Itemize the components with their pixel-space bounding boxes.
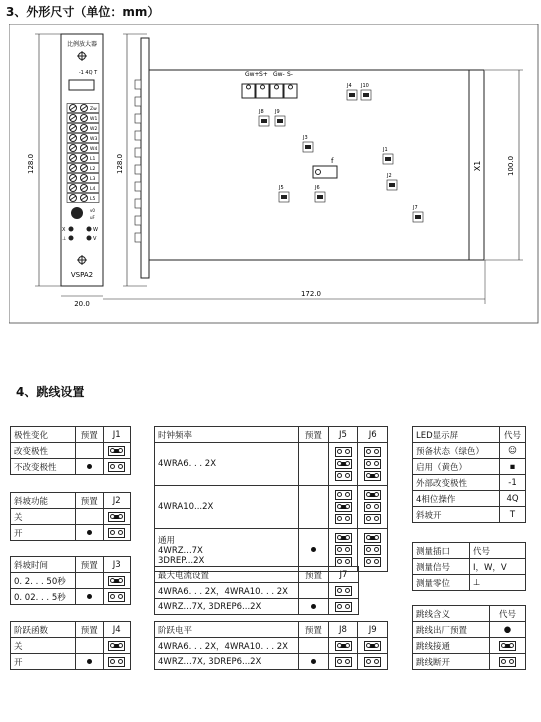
section3-heading: 3、外形尺寸（单位：mm）	[6, 5, 160, 19]
test-socket-icon	[87, 227, 92, 232]
pot-label: L3	[90, 177, 96, 182]
pot-label: Zw	[90, 107, 97, 112]
jumper-closed-icon	[108, 446, 125, 456]
fuse-label: f	[331, 157, 334, 165]
test-socket-label: X	[62, 227, 66, 233]
table-step: 阶跃函数 预置 J4 关 开	[10, 621, 131, 670]
jumper-closed-icon	[108, 512, 125, 522]
board-jumper-label: J9	[275, 109, 280, 115]
pot-label: W2	[90, 127, 98, 132]
jumper-open-icon	[499, 657, 516, 667]
preset-dot-icon	[87, 530, 92, 535]
pot-label: L4	[90, 187, 96, 192]
dim-height-side: 128.0	[116, 153, 124, 175]
board-jumper-label: J10	[361, 83, 369, 89]
table-clock: 时钟频率 预置 J5 J6 4WRA6. . . 2X 4WRA10...2X 通用 4WRZ...7X 3DREP...2X	[154, 426, 388, 572]
preset-dot-icon	[87, 594, 92, 599]
jumper-closed-icon	[108, 641, 125, 651]
pot-label: W4	[90, 147, 98, 152]
panel-foot	[135, 97, 141, 106]
preset-dot-icon	[311, 604, 316, 609]
panel-foot	[135, 233, 141, 242]
panel-foot	[135, 114, 141, 123]
model-label: VSPA2	[70, 271, 94, 279]
panel-foot	[135, 216, 141, 225]
terminal-block	[270, 84, 283, 98]
jumper-closed-icon	[499, 641, 516, 651]
connector-label: X1	[473, 160, 482, 172]
terminal-label: Gw-	[273, 71, 285, 78]
table-step-level: 阶跃电平 预置 J8 J9 4WRA6. . . 2X，4WRA10. . . 2X 4WRZ...7X, 3DREP6...2X	[154, 621, 388, 670]
smiley-icon: ☺	[500, 443, 526, 459]
test-socket-label: ⊥	[62, 236, 67, 242]
terminal-block	[284, 84, 297, 98]
pot-label: W1	[90, 117, 98, 122]
pot-label: L5	[90, 197, 96, 202]
jumper-open-icon	[108, 657, 125, 667]
preset-dot-icon	[87, 464, 92, 469]
board-jumper-label: J7	[413, 205, 418, 211]
dim-height-board: 100.0	[507, 155, 515, 177]
board-jumper-label: J2	[387, 173, 392, 179]
terminal-block	[242, 84, 255, 98]
preset-dot-icon	[311, 659, 316, 664]
panel-foot	[135, 148, 141, 157]
panel-foot	[135, 199, 141, 208]
jumper-open-icon	[108, 592, 125, 602]
section4-heading: 4、跳线设置	[16, 385, 85, 399]
panel-foot	[135, 131, 141, 140]
range-switch-icon	[71, 207, 83, 219]
board-jumper-label: J1	[383, 147, 388, 153]
board-jumper-label: J5	[279, 185, 284, 191]
table-ramp: 斜坡功能 预置 J2 关 开	[10, 492, 131, 541]
board-jumper-label: J8	[259, 109, 264, 115]
pot-label: W3	[90, 137, 98, 142]
module-title: 比例放大器	[66, 41, 98, 48]
pot-label: L1	[90, 157, 96, 162]
table-polarity: 极性变化 预置 J1 改变极性 不改变极性	[10, 426, 131, 475]
preset-dot-icon	[87, 659, 92, 664]
board-jumper-label: J6	[315, 185, 320, 191]
board-jumper-label: J3	[303, 135, 308, 141]
jumper-open-icon	[108, 462, 125, 472]
table-led: LED显示屏 代号 预备状态（绿色） ☺ 启用（黄色） ▪ 外部改变极性 -1 4相位操作 4Q 斜坡开 T	[412, 426, 526, 523]
table-legend: 跳线含义 代号 跳线出厂预置 ● 跳线接通 跳线断开	[412, 605, 526, 670]
test-socket-icon	[87, 236, 92, 241]
lock-icon: ▪	[500, 459, 526, 475]
jumper-open-icon	[108, 528, 125, 538]
switch-label-v0: v0	[90, 208, 95, 213]
fuse	[313, 166, 337, 178]
panel-foot	[135, 165, 141, 174]
side-panel	[141, 38, 149, 278]
table-max-current: 最大电流设置 预置 J7 4WRA6. . . 2X，4WRA10. . . 2X 4WRZ...7X, 3DREP6...2X	[154, 566, 359, 615]
th: 极性变化	[11, 427, 76, 443]
test-socket-icon	[69, 227, 74, 232]
preset-dot-icon	[311, 547, 316, 552]
pcb-board	[149, 70, 469, 260]
panel-foot	[135, 182, 141, 191]
switch-label-uf: uF	[90, 215, 95, 220]
terminal-label: S-	[287, 71, 293, 78]
test-socket-label: W	[93, 227, 98, 233]
table-measure: 测量插口 代号 测量信号 I，W，V 测量零位 ⊥	[412, 542, 526, 591]
led-display-text: -1 4Q T	[78, 70, 98, 76]
table-ramp-time: 斜坡时间 预置 J3 0. 2. . . 50秒 0. 02. . . 5秒	[10, 556, 131, 605]
test-socket-icon	[69, 236, 74, 241]
test-socket-label: V	[93, 236, 97, 242]
dimension-drawing	[9, 24, 539, 324]
jumper-closed-icon	[108, 576, 125, 586]
terminal-block	[256, 84, 269, 98]
terminal-label: S+	[259, 71, 268, 78]
board-jumper-label: J4	[347, 83, 352, 89]
pot-label: L2	[90, 167, 96, 172]
dim-depth: 172.0	[300, 290, 322, 298]
dim-height-front: 128.0	[27, 153, 35, 175]
panel-foot	[135, 80, 141, 89]
dim-width: 20.0	[74, 300, 90, 308]
terminal-label: Gw+	[245, 71, 260, 78]
